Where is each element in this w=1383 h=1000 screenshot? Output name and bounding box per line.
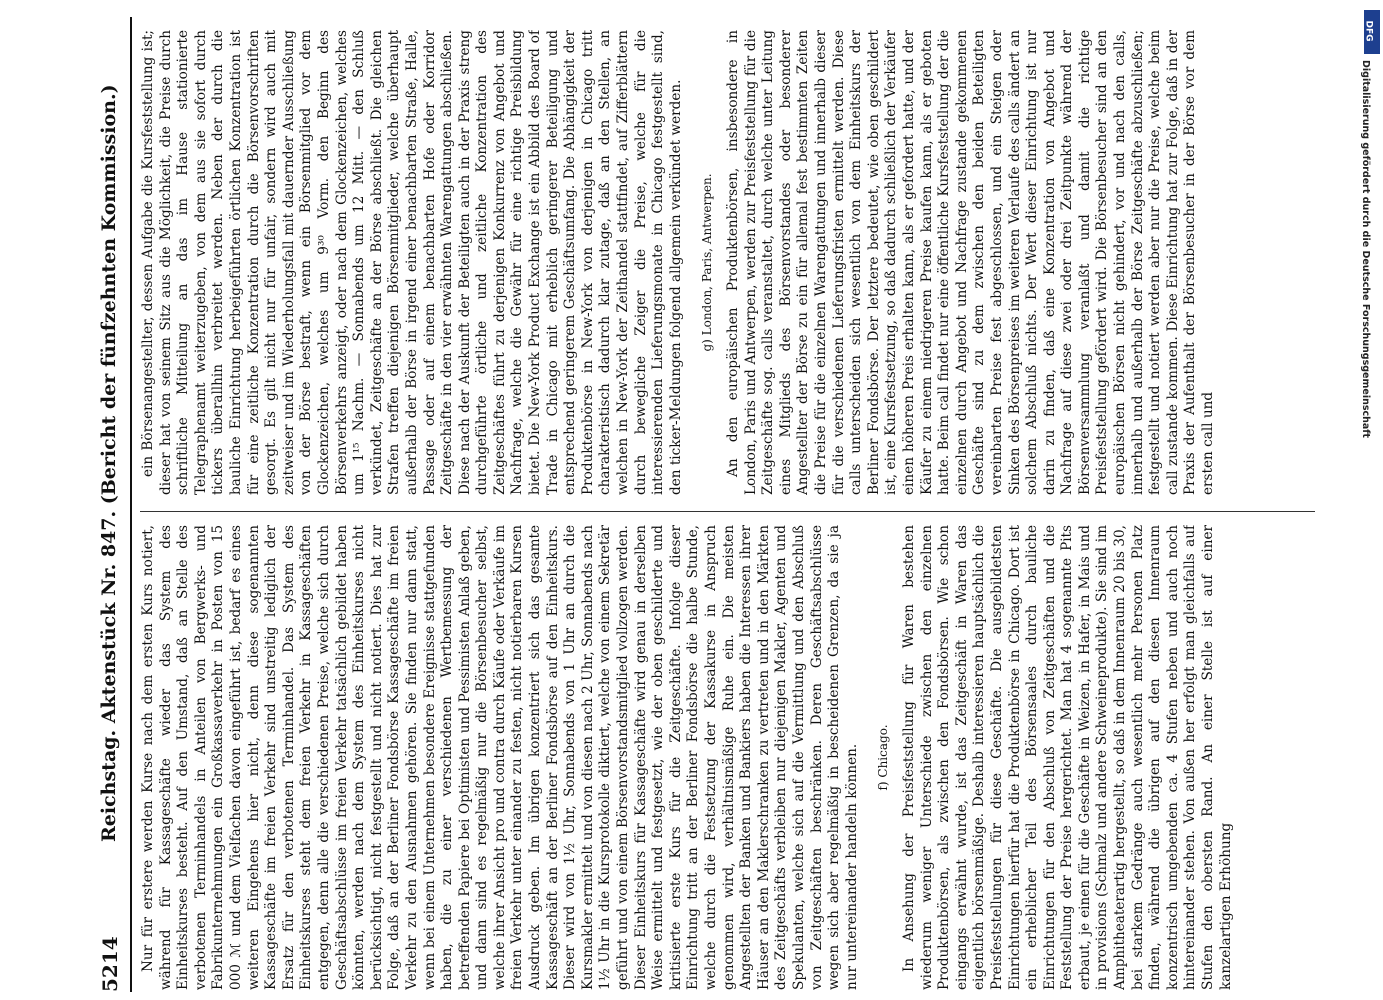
column-divider [140,511,1315,512]
section-heading-london-paris-antwerpen: g) London, Paris, Antwerpen. [700,173,715,352]
header-rule [130,17,132,992]
digitization-note-text: Digitalisierung gefördert durch die Deutsche Forschungsgemeinschaft [1360,60,1371,438]
left-column [140,525,1320,990]
page-number: 5214 [98,936,122,992]
right-column [140,30,1320,495]
running-title: Reichstag. Aktenstück Nr. 847. (Bericht der fünfzehnten Kommission.) [98,84,120,842]
section-heading-chicago: f) Chicago. [876,724,891,791]
paragraph: Nur für erstere werden Kurse nach dem ersten Kurs notiert, während für Kassageschäfte wieder das System des Einheitskurses besteht. Auf den Umstand, daß an Stelle des verbotenen Terminhandels in Anteilen von Bergwerks- und Fabrikunternehmungen ein Großkassaverkehr in Posten von 15 000 ℳ und dem Vielfachen davon eingeführt ist, bedarf es eines weiteren Eingehens hier nicht, denn diese sogenannten Kassageschäfte im freien Verkehr sind unstreitig lediglich der Ersatz für den verbotenen Terminhandel. Das System des Einheitskurses steht dem freien Verkehr in Kassageschäften entgegen, denn alle die verschiedenen Preise, welche sich durch Geschäftsabschlüsse im freien Verkehr tatsächlich gebildet haben könnten, werden nach dem System des Einheitskurses nicht berücksichtigt, nicht festgestellt und nicht notiert. Dies hat zur Folge, daß an der Berliner Fondsbörse Kassageschäfte im freien Verkehr zu den Ausnahmen gehören. Sie finden nur dann statt, wenn bei einem Unternehmen besondere Ereignisse stattgefunden haben, die zu einer verschiedenen Wertbemessung der betreffenden Papiere bei Optimisten und Pessimisten Anlaß geben, und dann sind es regelmäßig nur die Börsenbesucher selbst, welche ihrer Ansicht pro und contra durch Käufe oder Verkäufe im freien Verkehr unter einander zu festen, nicht notierbaren Kursen Ausdruck geben. Im übrigen konzentriert sich das gesamte Kassageschäft an der Berliner Fondsbörse auf den Einheitskurs. Dieser wird von 1½ Uhr, Sonnabends von 1 Uhr an durch die Kursmakler ermittelt und von diesen nach 2 Uhr, Sonnabends nach 1½ Uhr in die Kursprotokolle diktiert, welche von einem Sekretär geführt und von einem Börsenvorstandsmitglied vollzogen werden. Dieser Einheitskurs für Kassageschäfte wird genau in derselben Weise ermittelt und festgesetzt, wie der oben geschilderte und kritisierte erste Kurs für die Zeitgeschäfte. Infolge dieser Einrichtung tritt an der Berliner Fondsbörse die halbe Stunde, welche durch die Festsetzung der Kassakurse in Anspruch genommen wird, verhältnismäßige Ruhe ein. Die meisten Angestellten der Banken und Bankiers haben die Interessen ihrer Häuser an den Maklerschranken zu vertreten und in den Märkten des Zeitgeschäfts verbleiben nur diejenigen Makler, Agenten und Spekulanten, welche sich auf die Vermittlung und den Abschluß von Zeitgeschäften beschränken. Deren Geschäftsabschlüsse wegen sich aber regelmäßig in bescheidenen Grenzen, da sie ja nur untereinander handeln können. [140,525,860,990]
paragraph: In Ansehung der Preisfeststellung für Waren bestehen wiederum weniger Unterschiede zwischen den einzelnen Produktenbörsen, als zwischen den Fondsbörsen. Wie schon eingangs erwähnt wurde, ist das Zeitgeschäft in Waren das eigentlich börsenmäßige. Deshalb interessieren hauptsächlich die Preisfeststellungen für diese Geschäfte. Die ausgebildetsten Einrichtungen hierfür hat die Produktenbörse in Chicago. Dort ist ein erheblicher Teil des Börsensaales durch bauliche Einrichtungen für den Abschluß von Zeitgeschäften und die Feststellung der Preise hergerichtet. Man hat 4 sogenannte Pits erbaut, je einen für die Geschäfte in Weizen, in Hafer, in Mais und in provisions (Schmalz und andere Schweineprodukte). Sie sind im Amphitheaterartig hergestellt, so daß in dem Innenraum 20 bis 30, bei starkem Gedränge auch wesentlich mehr Personen Platz finden, während die übrigen auf den diesen Innenraum konzentrisch umgebenden ca. 4 Stufen neben und auch noch hintereinander stehen. Von außen her erfolgt man gleichfalls auf Stufen den obersten Rand. An einer Stelle ist auf einer kanzelartigen Erhöhung [900,525,1234,990]
paragraph: An den europäischen Produktenbörsen, insbesondere in London, Paris und Antwerpen, werden zur Preisfeststellung für die Zeitgeschäfte sog. calls veranstaltet, durch welche unter Leitung eines Mitglieds des Börsenvorstandes oder besonderer Angestellter der Börse zu ein für allemal fest bestimmten Zeiten die Preise für die einzelnen Warengattungen und innerhalb dieser für die verschiedenen Lieferungsfristen ermittelt werden. Diese calls unterscheiden sich wesentlich von dem Einheitskurs der Berliner Fondsbörse. Der letztere bedeutet, wie oben geschildert ist, eine Kursfestsetzung, so daß dadurch schließlich der Verkäufer einen höheren Preis erhalten kann, als er gefordert hatte, und der Käufer zu einem niedrigeren Preise kaufen kann, als er geboten hatte. Beim call findet nur eine öffentliche Kursfeststellung der die einzelnen durch Angebot und Nachfrage zustande gekommenen Geschäfte sind zu dem zwischen den beiden Beteiligten vereinbarten Preise fest abgeschlossen, und ein Steigen oder Sinken des Börsenpreises im weiteren Verlaufe des calls ändert an solchem Abschluß nichts. Der Wert dieser Einrichtung ist nur darin zu finden, daß eine Konzentration von Angebot und Nachfrage auf diese zwei oder drei Zeitpunkte während der Börsenversammlung veranlaßt und damit die richtige Preisfeststellung gefördert wird. Die Börsenbesucher sind an den europäischen Börsen nicht gehindert, vor und nach den calls, innerhalb und außerhalb der Börse Zeitgeschäfte abzuschließen; festgestellt und notiert werden aber nur die Preise, welche beim call zustande kommen. Diese Einrichtung hat zur Folge, daß in der Praxis der Aufenthalt der Börsenbesucher in der Börse vor dem ersten call und [725,30,1217,495]
dfg-logo [1364,10,1380,54]
rotated-document-page [96,10,1331,1000]
page-header [96,22,124,992]
paragraph: ein Börsenangestellter, dessen Aufgabe die Kursfeststellung ist; dieser hat von seinem Sitz aus die Möglichkeit, die Preise durch schriftliche Mitteilung an das im Hause stationierte Telegraphenamt weiterzugeben, von dem aus sie sofort durch tickers überallhin verbreitet werden. Neben der durch die bauliche Einrichtung herbeigeführten örtlichen Konzentration ist für eine zeitliche Konzentration durch die Börsenvorschriften gesorgt. Es gilt nicht nur für unfair, sondern wird auch mit zeitweiser und im Wiederholungsfall mit dauernder Ausschließung von der Börse bestraft, wenn ein Börsenmitglied vor dem Glockenzeichen, welches um 9³⁰ Vorm. den Beginn des Börsenverkehrs anzeigt, oder nach dem Glockenzeichen, welches um 1¹⁵ Nachm. — Sonnabends um 12 Mitt. — den Schluß verkündet, Zeitgeschäfte an der Börse abschließt. Die gleichen Strafen treffen diejenigen Börsenmitglieder, welche überhaupt außerhalb der Börse in irgend einer benachbarten Straße, Halle, Passage oder auf einem benachbarten Hofe oder Korridor Zeitgeschäfte in den vier erwähnten Warengattungen abschließen. Diese nach der Auskunft der Beteiligten auch in der Praxis streng durchgeführte örtliche und zeitliche Konzentration des Zeitgeschäftes führt zu derjenigen Konkurrenz von Angebot und Nachfrage, welche die Gewähr für eine richtige Preisbildung bietet. Die New-York Product Exchange ist ein Abbild des Board of Trade in Chicago mit erheblich geringerer Beteiligung und entsprechend geringerem Geschäftsumfang. Die Abhängigkeit der Produktenbörse in New-York von derjenigen in Chicago tritt charakteristisch dadurch klar zutage, daß an den Stellen, an welchen in New-York der Zeithandel stattfindet, auf Zifferblättern durch bewegliche Zeiger die Preise, welche für die interessierenden Lieferungsmonate in Chicago festgestellt sind, den ticker-Meldungen folgend allgemein verkündet werden. [140,30,684,495]
dfg-logo-label: DFG [1363,20,1374,42]
digitization-note [1362,60,1380,760]
